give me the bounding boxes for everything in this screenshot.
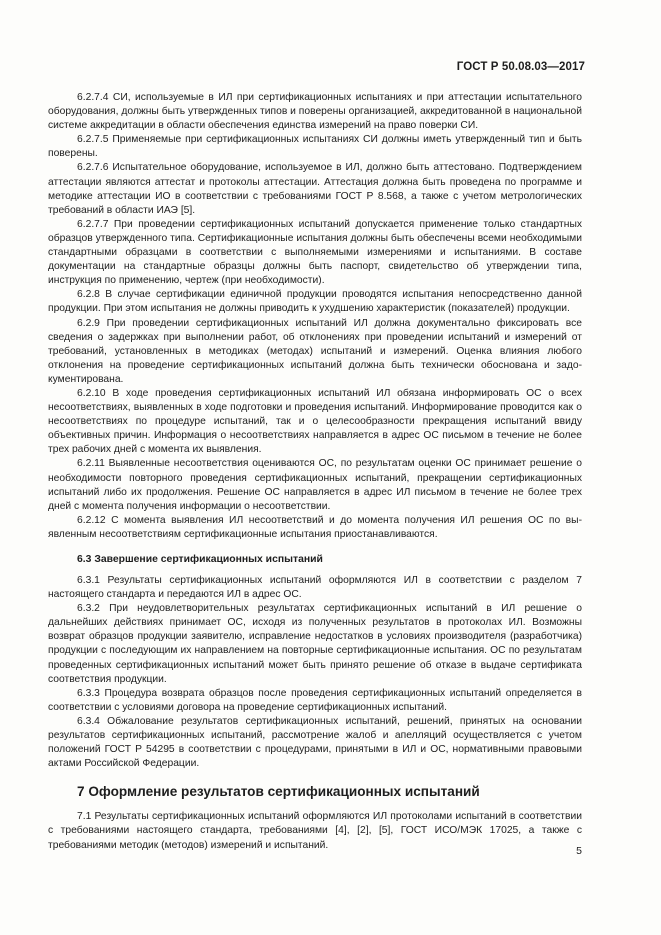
- paragraph-6-2-7-5: 6.2.7.5 Применяемые при сертификационных испытаниях СИ должны иметь утвержденный тип и быть поверены.: [48, 134, 582, 160]
- paragraph-6-2-12: 6.2.12 С момента выявления ИЛ несоответствий и до момента получения ИЛ решения ОС по выявленным несоответствиям сертификационные испытания приостанавливаются.: [48, 514, 582, 540]
- paragraph-6-2-9: 6.2.9 При проведении сертификационных испытаний ИЛ должна документально фиксировать все сведения о задержках при выполнении работ, об отклонениях при проведении испытаний и измерений от требований, установленных в методиках (методах) испытаний и измерений. Оценка влияния любого отклонения на проведение сертификационных испытаний должна быть технически обоснована и задокументирована.: [48, 317, 582, 385]
- paragraph-6-2-8: 6.2.8 В случае сертификации единичной продукции проводятся испытания непосредственно данной продукции. При этом испытания не должны приводить к ухудшению характеристик (показателей) продукции.: [48, 289, 582, 315]
- paragraph-6-3-2: 6.3.2 При неудовлетворительных результатах сертификационных испытаний в ИЛ решение о дальнейших действиях принимает ОС, исходя из полученных результатов в протоколах ИЛ. Возможны возврат образцов продукции заявителю, исправление недостатков в условиях производителя (разработчика) продукции с последующим их направлением на повторные сертификационные испытания. ОС по результатам проведенных сертификационных испытаний может быть принято решение об отказе в выдаче сертификата соответствия продукции.: [48, 603, 582, 685]
- section-6-3-heading: 6.3 Завершение сертификационных испытаний: [77, 554, 323, 565]
- paragraph-6-2-7-4: 6.2.7.4 СИ, используемые в ИЛ при сертификационных испытаниях и при аттестации испытательного оборудования, должны быть утвержденных типов и поверены организацией, аккредитованной в национальной системе аккредитации в области обеспечения единства измерений на право поверки СИ.: [48, 92, 582, 132]
- section-7-heading: 7 Оформление результатов сертификационных испытаний: [77, 784, 480, 800]
- paragraph-7-1: 7.1 Результаты сертификационных испытаний оформляются ИЛ протоколами испытаний в соответствии с требованиями настоящего стандарта, требованиями [4], [2], [5], ГОСТ ИСО/МЭК 17025, а также с требованиями методик (методов) измерений и испытаний.: [48, 811, 582, 851]
- page-number: 5: [576, 845, 582, 857]
- document-code-header: ГОСТ Р 50.08.03—2017: [456, 61, 585, 73]
- paragraph-6-2-7-7: 6.2.7.7 При проведении сертификационных испытаний допускается применение только стандартных образцов утвержденного типа. Сертификационные испытания должны быть обеспечены всеми необходимыми стандартными образцами в соответствии с выполняемыми измерениями и испытаниями. В составе документации на стандартные образцы должны быть паспорт, свидетельство об утверждении типа, инструкция по применению, чертеж (при необходимости).: [48, 218, 582, 287]
- paragraph-6-2-10: 6.2.10 В ходе проведения сертификационных испытаний ИЛ обязана информировать ОС о всех несоответствиях, выявленных в ходе подготовки и проведения испытаний. Информирование проводится как о несоответствиях по процедуре испытаний, так и о целесообразности прекращения испытаний ввиду объективных причин. Информация о несоответствиях направляется в адрес ОС письмом в течение не более трех рабочих дней с момента их выявления.: [48, 387, 582, 456]
- section-6-3-paragraphs: [48, 574, 582, 771]
- paragraph-6-2-7-6: 6.2.7.6 Испытательное оборудование, используемое в ИЛ, должно быть аттестовано. Подтверждением аттестации являются аттестат и протоколы аттестации. Аттестация должна быть проведена по программе и методике аттестации ИО в соответствии с требованиями ГОСТ Р 8.568, а также с учетом метрологических требований в области ИАЭ [5].: [48, 162, 582, 216]
- paragraph-6-3-3: 6.3.3 Процедура возврата образцов после проведения сертификационных испытаний определяется в соответствии с условиями договора на проведение сертификационных испытаний.: [48, 687, 582, 713]
- section-6-2-paragraphs: [48, 91, 582, 542]
- paragraph-6-2-11: 6.2.11 Выявленные несоответствия оцениваются ОС, по результатам оценки ОС принимает решение о необходимости повторного проведения сертификационных испытаний, прекращении сертификационных испытаний либо их продолжения. Решение ОС направляется в адрес ИЛ письмом в течение не более трех дней с момента получения информации о несоответствии.: [48, 458, 582, 512]
- section-7-paragraphs: [48, 810, 582, 852]
- paragraph-6-3-4: 6.3.4 Обжалование результатов сертификационных испытаний, решений, принятых на основании результатов сертификационных испытаний, рассмотрение жалоб и апелляций осуществляется с учетом положений ГОСТ Р 54295 в соответствии с процедурами, принятыми в ИЛ и ОС, нормативными правовыми актами Российской Федерации.: [48, 715, 582, 770]
- paragraph-6-3-1: 6.3.1 Результаты сертификационных испытаний оформляются ИЛ в соответствии с разделом 7 настоящего стандарта и передаются ИЛ в адрес ОС.: [48, 575, 582, 601]
- document-body: [48, 91, 582, 853]
